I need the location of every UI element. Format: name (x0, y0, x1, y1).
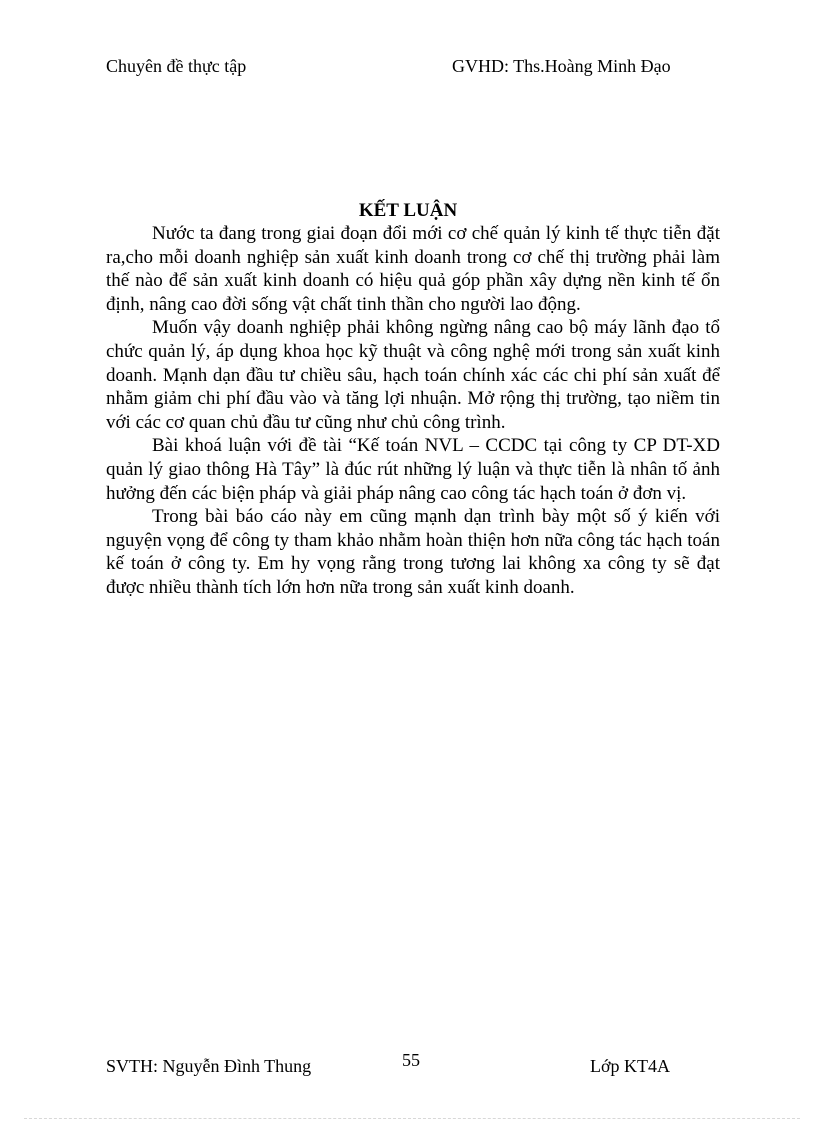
footer-student: SVTH: Nguyễn Đình Thung (106, 1056, 312, 1076)
paragraph: Muốn vậy doanh nghiệp phải không ngừng nâng cao bộ máy lãnh đạo tổ chức quản lý, áp dụng khoa học kỹ thuật và công nghệ mới trong sản xuất kinh doanh. Mạnh dạn đầu tư chiều sâu, hạch toán chính xác các chi phí sản xuất để nhằm giảm chi phí đầu vào và tăng lợi nhuận. Mở rộng thị trường, tạo niềm tin với các cơ quan chủ đầu tư cũng như chủ công trình. (106, 317, 720, 433)
paragraph: Trong bài báo cáo này em cũng mạnh dạn trình bày một số ý kiến với nguyện vọng để công ty tham khảo nhằm hoàn thiện hơn nữa công tác hạch toán kế toán ở công ty. Em hy vọng rằng trong tương lai không xa công ty sẽ đạt được nhiều thành tích lớn hơn nữa trong sản xuất kinh doanh. (106, 506, 720, 598)
page-number: 55 (402, 1050, 420, 1070)
header-supervisor: GVHD: Ths.Hoàng Minh Đạo (452, 56, 671, 76)
page-bottom-divider (24, 1118, 800, 1119)
paragraph: Nước ta đang trong giai đoạn đổi mới cơ chế quản lý kinh tế thực tiễn đặt ra,cho mỗi doanh nghiệp sản xuất kinh doanh trong cơ chế thị trường phải làm thế nào để sản xuất kinh doanh có hiệu quả góp phần xây dựng nền kinh tế ổn định, nâng cao đời sống vật chất tinh thần cho người lao động. (106, 223, 720, 315)
section-title: KẾT LUẬN (358, 200, 458, 221)
header-course-title: Chuyên đề thực tập (106, 56, 247, 76)
conclusion-body (106, 222, 720, 600)
footer-class: Lớp KT4A (590, 1056, 671, 1076)
paragraph: Bài khoá luận với đề tài “Kế toán NVL – CCDC tại công ty CP DT-XD quản lý giao thông Hà Tây” là đúc rút những lý luận và thực tiễn là nhân tố ảnh hưởng đến các biện pháp và giải pháp nâng cao công tác hạch toán ở đơn vị. (106, 435, 720, 504)
